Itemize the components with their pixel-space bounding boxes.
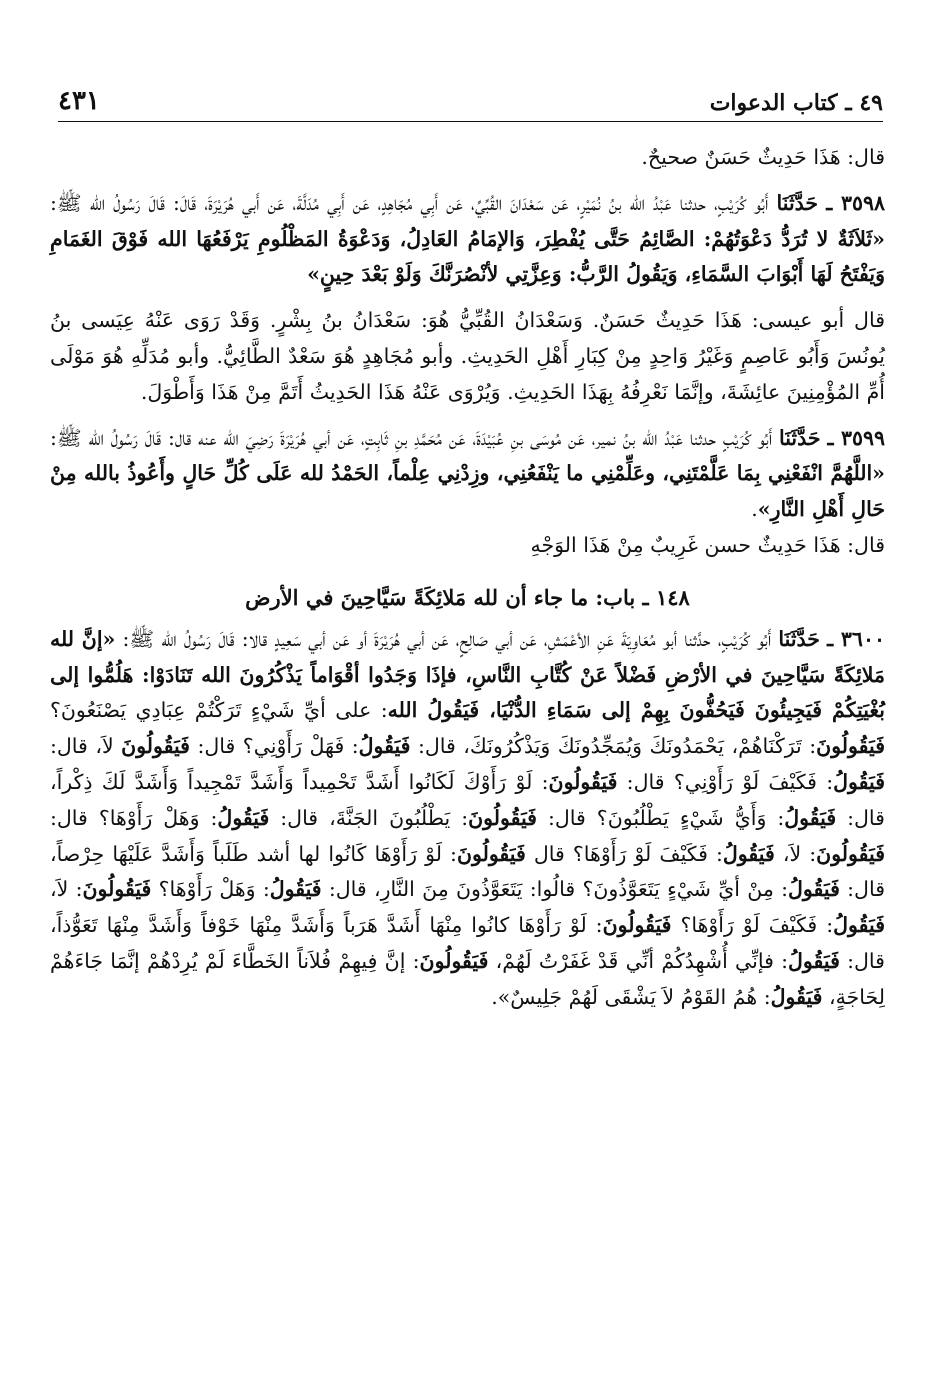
hadith-segment-bold: فَيَقُولُ (833, 913, 885, 938)
page-number: ٤٣١ (58, 86, 100, 116)
hadith-segment-bold: فَيَقُولُ (358, 734, 411, 759)
hadith-segment-bold: فَيَقُولُ (788, 877, 840, 902)
hadith-segment: : مِنْ أيِّ شَيْءٍ يَتَعَوَّذُونَ؟ قالُوا: يَتَعَوَّذُونَ مِنَ النَّارِ، قال: (321, 877, 789, 902)
hadith-segment-bold: فَيَقُولُونَ (456, 841, 526, 866)
hadith-3598 (50, 186, 885, 293)
hadith-segment-bold: فَيَقُولُونَ (602, 913, 672, 938)
page-body (50, 140, 885, 1016)
hadith-segment: : لَوْ رَأَوْهَا كانُوا مِنْهَا أَشَدَّ هَرَباً وَأَشَدَّ مِنْهَا خَوْفاً وَأَشَدَّ مِنْهَا تَعَوُّذاً، قال: (50, 913, 885, 973)
isnad-text: أَبُو كُرَيْبٍ حدثنا عَبْدُ الله بنُ نمير، عَن مُوسَى بنِ عُبَيْدَةَ، عَن مُحَمَّدِ بنِ ثَابِتٍ، عَن أبي هُرَيْرَةَ رَضِيَ الله عنه قال: قَالَ رَسُولُ الله ﷺ: (50, 425, 779, 450)
isnad-label: حَدَّثَنَا (776, 190, 819, 215)
hadith-segment-bold: فَيَقُولُ (788, 948, 840, 973)
page-header (58, 72, 883, 116)
hadith-end: . (491, 984, 498, 1009)
hadith-segment-bold: فَيَقُولُونَ (468, 805, 537, 830)
hadith-segment: : لاَ، (50, 877, 83, 902)
isnad-text: أَبُو كُرَيْبٍ، حدثنا عَبْدُ الله بنُ نُمَيْرٍ، عَن سَعْدَانَ القُبِّيِّ، عَن أَبِي مُجَاهِدٍ، عَن أَبِي مُدَلَّةَ، عَن أَبي هُرَيْرَةَ، قَالَ: قَالَ رَسُولُ الله ﷺ: (50, 190, 777, 215)
hadith-text: «ثَلاَثَةٌ لا تُرَدُّ دَعْوَتُهُمْ: الصَّائِمُ حَتَّى يُفْطِرَ، وَالإمَامُ العَادِلُ، وَدَعْوَةُ المَظْلُومِ يَرْفَعُهَا الله فَوْقَ الغَمَامِ وَيَفْتَحُ لَهَا أَبْوَابَ السَّمَاءِ، وَيَقُولُ الرَّبُّ: وَعِزَّتِي لأنْصُرَنَّكَ وَلَوْ بَعْدَ حِينٍ» (50, 226, 885, 287)
hadith-segment: : لاَ، (774, 841, 817, 866)
hadith-number: ٣٥٩٩ ـ (827, 425, 885, 450)
hadith-segment: : لَوْ رَأَوْكَ لَكَانُوا أَشَدَّ تَحْمِيداً وَأَشَدَّ تَمْجِيداً وَأَشَدَّ لَكَ ذِكْراً، قال: (50, 769, 885, 830)
hadith-segment-bold: فَيَقُولُ (269, 877, 322, 902)
hadith-segment: : فَكَيْفَ لَوْ رَأَوْهَا؟ (671, 913, 834, 938)
hadith-segment: : تَرَكْنَاهُمْ، يَحْمَدُونَكَ وَيُمَجِّدُونَكَ وَيَذْكُرُونَكَ، قال: (410, 734, 817, 759)
hadith-text: «إنَّ لله مَلائِكَةً سَيَّاحِينَ في الأرْضِ فَضْلاً عَنْ كُتَّابِ النَّاسِ، فإذَا وَجَدُوا أقْوَاماً يَذْكُرُونَ الله تَنَادَوْا: هَلُمُّوا إلى بُغْيَتِكُمْ فَيَجِيئُونَ فَيَحُفُّونَ بِهِمْ إلى سَمَاءِ الدُّنْيَا، فَيَقُولُ الله (50, 626, 885, 723)
hadith-segment-bold: فَيَقُولُونَ (816, 734, 885, 759)
hadith-segment: : هُمُ القَوْمُ لاَ يَشْقَى لَهُمْ جَلِيسٌ» (497, 984, 771, 1009)
hadith-number: ٣٦٠٠ ـ (827, 626, 885, 651)
hadith-segment: : فَهَلْ رَأَوْنِي؟ قال: (189, 734, 359, 759)
hadith-tail: . (751, 497, 758, 522)
grading-note-1: قال: هَذَا حَدِيثٌ حَسَنٌ صحيحٌ. (641, 145, 885, 169)
hadith-segment: : فَكَيْفَ لَوْ رَأَوْنِي؟ قال: (617, 769, 834, 794)
hadith-segment-bold: فَيَقُولُ (784, 805, 837, 830)
hadith-segment-bold: فَيَقُولُ (217, 805, 270, 830)
hadith-segment: : إنَّ فِيهِمْ فُلاَناً الخَطَّاءَ لَمْ يُرِدْهُمْ إنَّمَا جَاءَهُمْ لِحَاجَةٍ، (50, 948, 885, 1009)
hadith-3600 (50, 622, 885, 1016)
hadith-segment-bold: فَيَقُولُونَ (816, 841, 885, 866)
commentary-3598: قال أبو عيسى: هَذَا حَدِيثٌ حَسَنٌ. وَسَعْدَانُ القُبِّيُّ هُوَ: سَعْدَانُ بنُ بِشْرٍ. وَقَدْ رَوَى عَنْهُ عِيَسى بنُ يُونُسَ وَأَبُو عَاصِمٍ وَغَيْرُ وَاحِدٍ مِنْ كِبَارِ أَهْلِ الحَدِيثِ. وأبو مُجَاهِدٍ هُوَ سَعْدٌ الطَّائِيُّ. وأبو مُدَلِّهِ هُوَ مَوْلَى أُمِّ المُؤْمِنِينَ عائِشَةَ، وإنَّمَا نَعْرِفُهُ بِهَذَا الحَدِيثِ. وَيُرْوَى عَنْهُ هَذَا الحَدِيثُ أَتَمَّ مِنْ هَذَا وَأَطْوَلَ. (50, 308, 885, 404)
hadith-number: ٣٥٩٨ ـ (826, 190, 885, 215)
hadith-3599 (50, 421, 885, 528)
isnad-text: أَبُو كُرَيْبٍ، حدَّثنا أبو مُعَاوِيَةَ عَنِ الأعْمَشِ، عَن أبي صَالِحٍ، عَن أبي هُرَيْرَةَ أو عَن أبي سَعِيدٍ قالا: قَالَ رَسُولُ الله ﷺ: (115, 626, 779, 651)
hadith-segment: : وَهَلْ رَأَوْهَا؟ (151, 877, 270, 902)
hadith-segment-bold: فَيَقُولُونَ (419, 948, 489, 973)
hadith-segment-bold: فَيَقُولُ (833, 769, 885, 794)
chapter-title: ٤٩ ـ كتاب الدعوات (709, 90, 883, 116)
grading-note-2: قال: هَذَا حَدِيثٌ حسن غَرِيبٌ مِنْ هَذَا الوَجْهِ (530, 532, 885, 557)
isnad-label: حَدَّثَنَا (779, 425, 821, 450)
hadith-segment: : لَوْ رَأَوْهَا كَانُوا لها أشد طَلَباً وَأَشَدَّ عَلَيْهَا حِرْصاً، قال: (50, 841, 885, 902)
hadith-segment: : فَكَيْفَ لَوْ رَأَوْهَا؟ قال (525, 841, 723, 866)
isnad-label: حَدَّثَنَا (778, 626, 820, 651)
section-title: ١٤٨ ـ باب: ما جاء أن لله مَلائِكَةً سَيَّاحِينَ في الأرض (245, 584, 690, 610)
hadith-segment-bold: فَيَقُولُونَ (548, 769, 618, 794)
hadith-segment-bold: فَيَقُولُونَ (121, 734, 190, 759)
hadith-segment: : فإنِّي أُشْهِدُكُمْ أنِّي قَدْ غَفَرْتُ لَهُمْ، (488, 948, 789, 973)
hadith-segment-bold: فَيَقُولُ (722, 841, 775, 866)
hadith-segment: : وَهَلْ رَأَوْهَا؟ قال: (50, 805, 218, 830)
hadith-segment: : يَطْلُبُونَ الجَنَّةَ، قال: (269, 805, 469, 830)
hadith-segment: لاَ، قال: (50, 734, 122, 759)
hadith-segment: : على أيِّ شَيْءٍ تَرَكْتُمْ عِبَادِي يَصْنَعُونَ؟ (50, 698, 388, 723)
hadith-segment: : وَأَيُّ شَيْءٍ يَطْلُبُونَ؟ قال: (536, 805, 785, 830)
hadith-segment-bold: فَيَقُولُونَ (82, 877, 152, 902)
header-rule (58, 121, 883, 122)
hadith-text: «اللَّهُمَّ انْفَعْنِي بِمَا عَلَّمْتَنِي، وعَلِّمْنِي ما يَنْفَعُنِي، وزِدْنِي عِلْماً، الحَمْدُ لله عَلَى كُلِّ حَالٍ وأَعُوذُ بالله مِنْ حَالِ أَهْلِ النَّارِ» (50, 461, 885, 522)
hadith-segment-bold: فَيَقُولُ (770, 984, 823, 1009)
